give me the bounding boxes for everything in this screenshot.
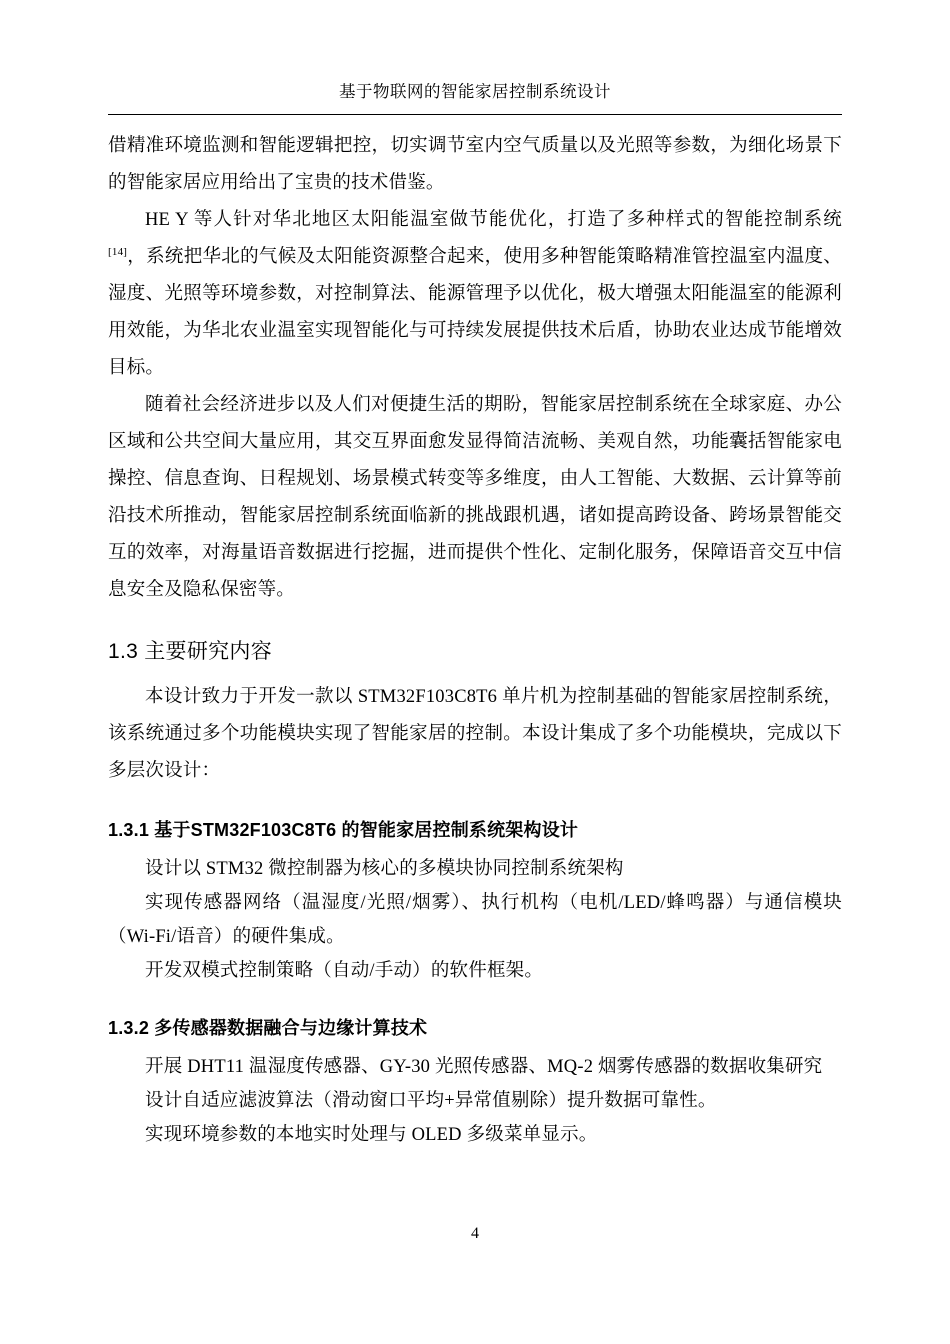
header-divider: [108, 114, 842, 115]
page-header: 基于物联网的智能家居控制系统设计: [339, 83, 611, 101]
paragraph-1-3-2-line2: 设计自适应滤波算法（滑动窗口平均+异常值剔除）提升数据可靠性。: [145, 1091, 717, 1111]
heading-1-3-2: 1.3.2 多传感器数据融合与边缘计算技术: [108, 1018, 428, 1038]
paragraph-continuation: 借精准环境监测和智能逻辑把控，切实调节室内空气质量以及光照等参数，为细化场景下的智能家居应用给出了宝贵的技术借鉴。: [108, 136, 842, 193]
paragraph-1-3-2-line3: 实现环境参数的本地实时处理与 OLED 多级菜单显示。: [145, 1125, 598, 1145]
page-content: [108, 128, 842, 1152]
heading-1-3: 1.3 主要研究内容: [108, 640, 273, 663]
paragraph-he-y: [108, 202, 842, 387]
paragraph-1-3-intro: 本设计致力于开发一款以 STM32F103C8T6 单片机为控制基础的智能家居控制系统，该系统通过多个功能模块实现了智能家居的控制。本设计集成了多个功能模块，完成以下多层次设计：: [108, 687, 842, 781]
paragraph-he-y-part1: HE Y 等人针对华北地区太阳能温室做节能优化，打造了多种样式的智能控制系统: [145, 210, 842, 230]
paragraph-he-y-part2: ，系统把华北的气候及太阳能资源整合起来，使用多种智能策略精准管控温室内温度、湿度、光照等环境参数，对控制算法、能源管理予以优化，极大增强太阳能温室的能源利用效能，为华北农业温室实现智能化与可持续发展提供技术后盾，协助农业达成节能增效目标。: [108, 247, 842, 378]
paragraph-1-3-1-line1: 设计以 STM32 微控制器为核心的多模块协同控制系统架构: [145, 859, 624, 879]
paragraph-social-economy: 随着社会经济进步以及人们对便捷生活的期盼，智能家居控制系统在全球家庭、办公区域和公共空间大量应用，其交互界面愈发显得简洁流畅、美观自然，功能囊括智能家电操控、信息查询、日程规划、场景模式转变等多维度，由人工智能、大数据、云计算等前沿技术所推动，智能家居控制系统面临新的挑战跟机遇，诸如提高跨设备、跨场景智能交互的效率，对海量语音数据进行挖掘，进而提供个性化、定制化服务，保障语音交互中信息安全及隐私保密等。: [108, 395, 842, 600]
citation-ref-14: [14]: [108, 245, 128, 258]
page-number: 4: [471, 1225, 479, 1242]
heading-1-3-1: 1.3.1 基于STM32F103C8T6 的智能家居控制系统架构设计: [108, 820, 579, 840]
paragraph-1-3-1-line3: 开发双模式控制策略（自动/手动）的软件框架。: [145, 961, 544, 981]
paragraph-1-3-1-line2: 实现传感器网络（温湿度/光照/烟雾）、执行机构（电机/LED/蜂鸣器）与通信模块（Wi-Fi/语音）的硬件集成。: [108, 893, 842, 947]
paragraph-1-3-2-line1: 开展 DHT11 温湿度传感器、GY-30 光照传感器、MQ-2 烟雾传感器的数据收集研究: [145, 1057, 823, 1077]
